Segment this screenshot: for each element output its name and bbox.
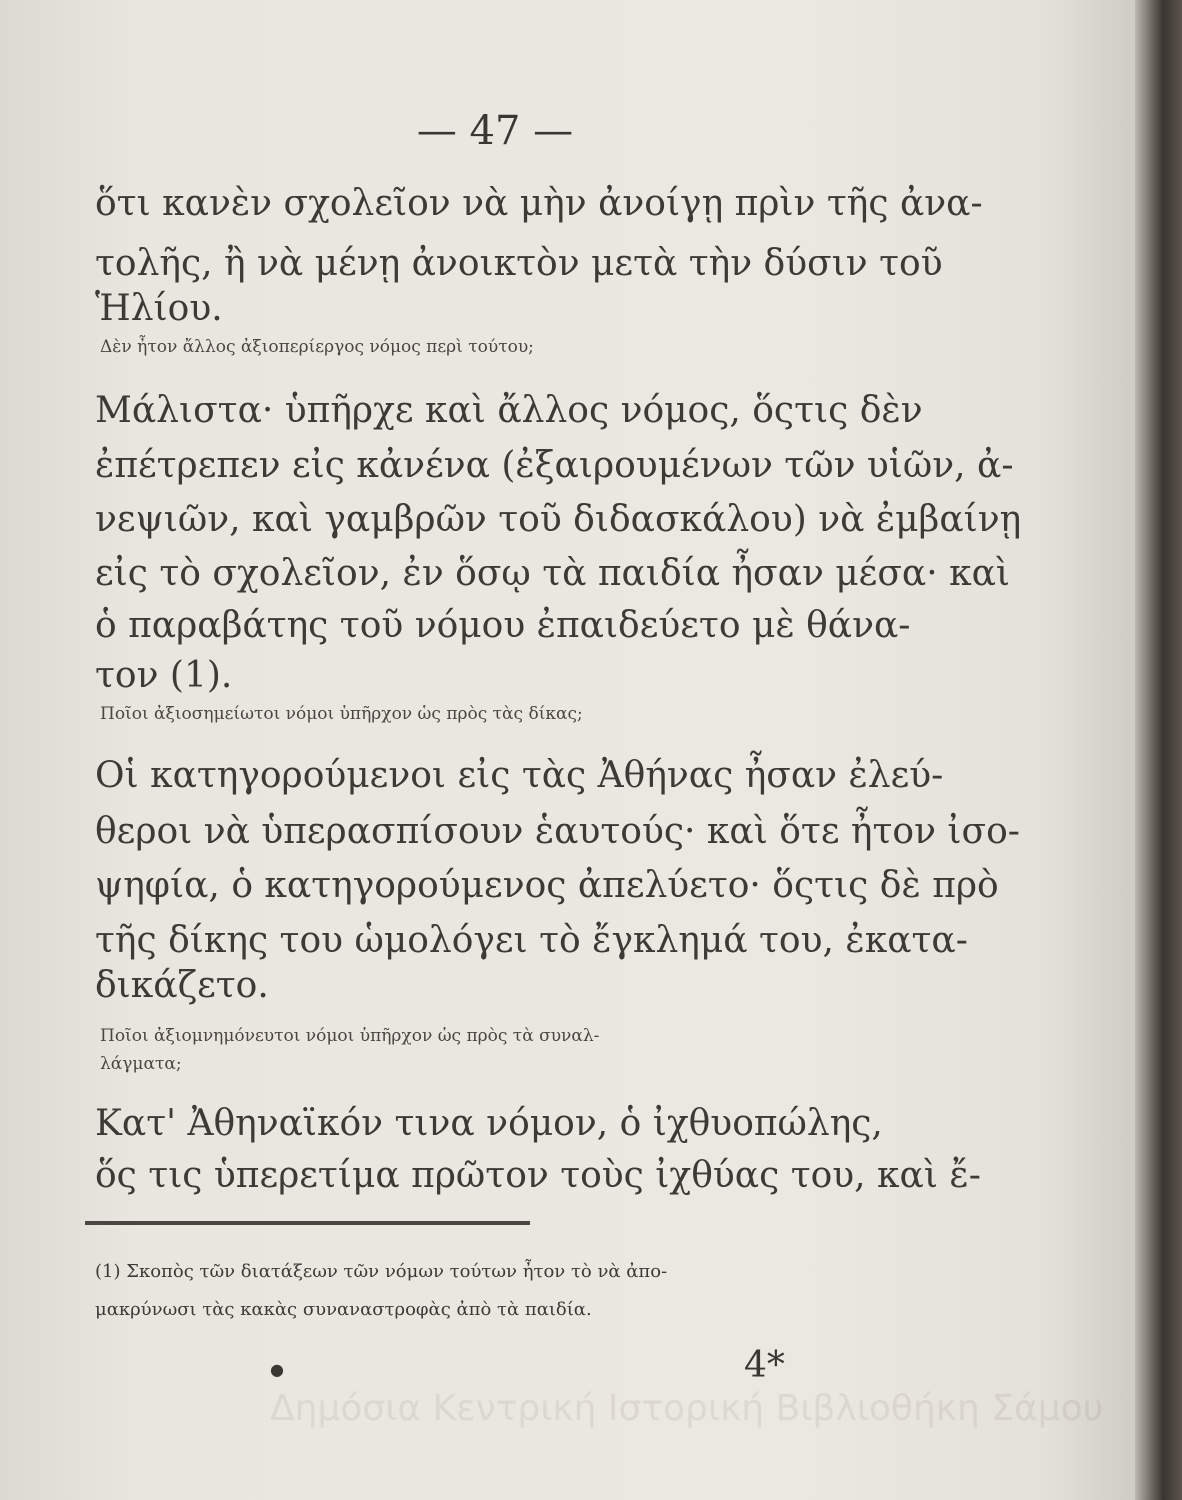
book-binding-edge (1135, 0, 1182, 1500)
text-line: ὁ παραβάτης τοῦ νόμου ἐπαιδεύετο μὲ θάνα- (95, 605, 911, 646)
text-line: θεροι νὰ ὑπερασπίσουν ἑαυτούς· καὶ ὅτε ἦτον ἰσο- (95, 811, 1020, 852)
text-line: νεψιῶν, καὶ γαμβρῶν τοῦ διδασκάλου) νὰ ἐμβαίνῃ (95, 499, 1022, 540)
printer-dot: ● (270, 1360, 284, 1379)
text-line: εἰς τὸ σχολεῖον, ἐν ὅσῳ τὰ παιδία ἦσαν μέσα· καὶ (95, 553, 1011, 594)
text-line: ἐπέτρεπεν εἰς κἀνένα (ἐξαιρουμένων τῶν υἱῶν, ἀ- (95, 445, 1014, 486)
text-line: ψηφία, ὁ κατηγορούμενος ἀπελύετο· ὅςτις δὲ πρὸ (95, 865, 999, 906)
text-line: ὅς τις ὑπερετίμα πρῶτον τοὺς ἰχθύας του, καὶ ἔ- (95, 1155, 981, 1196)
text-line: Μάλιστα· ὑπῆρχε καὶ ἄλλος νόμος, ὅςτις δὲν (95, 390, 923, 431)
page-number: — 47 — (416, 108, 574, 154)
footnote-line-2: μακρύνωσι τὰς κακὰς συναναστροφὰς ἀπὸ τὰ παιδία. (95, 1299, 592, 1320)
question-line: Δὲν ἦτον ἄλλος ἀξιοπερίεργος νόμος περὶ τούτου; (100, 337, 534, 357)
text-line: δικάζετο. (95, 965, 269, 1006)
text-line: τῆς δίκης του ὡμολόγει τὸ ἔγκλημά του, ἐκατα- (95, 920, 968, 961)
footnote-rule (85, 1221, 530, 1225)
text-line: ὅτι κανὲν σχολεῖον νὰ μὴν ἀνοίγῃ πρὶν τῆς ἀνα- (95, 183, 983, 224)
text-line: Κατ' Ἀθηναϊκόν τινα νόμον, ὁ ἰχθυοπώλης, (95, 1103, 883, 1144)
footnote-line-1: (1) Σκοπὸς τῶν διατάξεων τῶν νόμων τούτων ἦτον τὸ νὰ ἀπο- (95, 1261, 668, 1282)
question-line: Ποῖοι ἀξιομνημόνευτοι νόμοι ὑπῆρχον ὡς πρὸς τὰ συναλ- (100, 1026, 600, 1046)
signature-mark: 4* (744, 1345, 785, 1386)
library-watermark: Δημόσια Κεντρική Ιστορική Βιβλιοθήκη Σάμου (270, 1388, 1104, 1429)
text-line: Οἱ κατηγορούμενοι εἰς τὰς Ἀθήνας ἦσαν ἐλεύ- (95, 755, 944, 796)
text-line: Ἡλίου. (95, 288, 223, 329)
text-line: τον (1). (95, 655, 233, 696)
question-line: Ποῖοι ἀξιοσημείωτοι νόμοι ὑπῆρχον ὡς πρὸς τὰς δίκας; (100, 704, 583, 724)
text-line: τολῆς, ἢ νὰ μένῃ ἀνοικτὸν μετὰ τὴν δύσιν τοῦ (95, 243, 943, 284)
question-line: λάγματα; (100, 1054, 182, 1074)
